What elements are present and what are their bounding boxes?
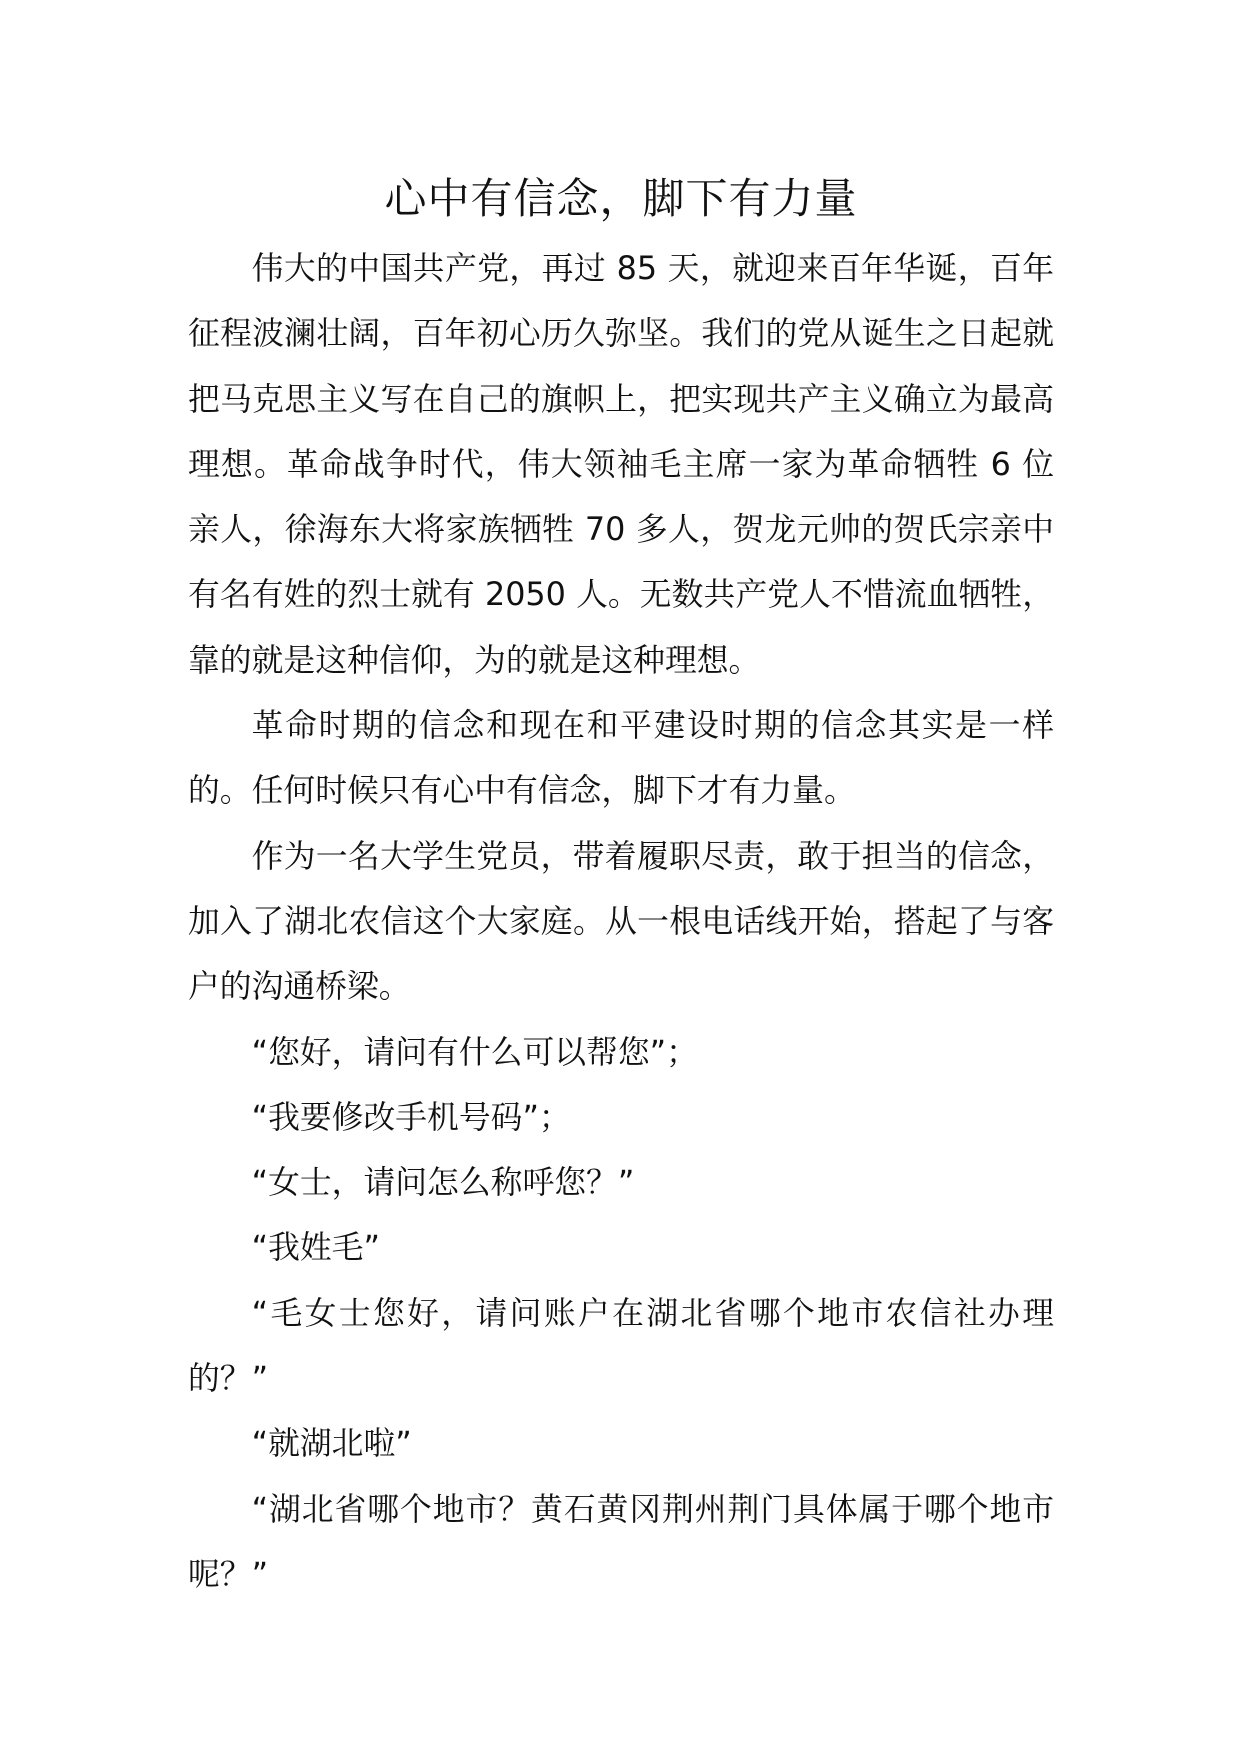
dialogue-line-1: “您好，请问有什么可以帮您”；: [251, 1033, 698, 1071]
dialogue-line-2: “我要修改手机号码”；: [251, 1098, 571, 1136]
dialogue-line-7: “湖北省哪个地市？黄石黄冈荆州荆门具体属于哪个地市呢？”: [188, 1490, 1054, 1593]
paragraph-2: 革命时期的信念和现在和平建设时期的信念其实是一样的。任何时候只有心中有信念，脚下才有力量。: [188, 707, 1054, 810]
dialogue-line-5: “毛女士您好，请问账户在湖北省哪个地市农信社办理的？”: [188, 1294, 1054, 1398]
paragraph-1: 伟大的中国共产党，再过 85 天，就迎来百年华诞，百年征程波澜壮阔，百年初心历久弥坚。我们的党从诞生之日起就把马克思主义写在自己的旗帜上，把实现共产主义确立为最高理想。革命战争时代，伟大领袖毛主席一家为革命牺牲 6 位亲人，徐海东大将家族牺牲 70 多人，贺龙元帅的贺氏宗亲中有名有姓的烈士就有 2050 人。无数共产党人不惜流血牺牲，靠的就是这种信仰，为的就是这种理想。: [188, 250, 1054, 679]
dialogue-line-6: “就湖北啦”: [251, 1425, 412, 1463]
document-page: [188, 168, 1054, 1607]
dialogue-line-3: “女士，请问怎么称呼您？”: [251, 1164, 635, 1202]
paragraph-3: 作为一名大学生党员，带着履职尽责，敢于担当的信念，加入了湖北农信这个大家庭。从一根电话线开始，搭起了与客户的沟通桥梁。: [188, 837, 1054, 1006]
dialogue-line-4: “我姓毛”: [251, 1229, 380, 1267]
document-title: 心中有信念，脚下有力量: [384, 174, 858, 223]
